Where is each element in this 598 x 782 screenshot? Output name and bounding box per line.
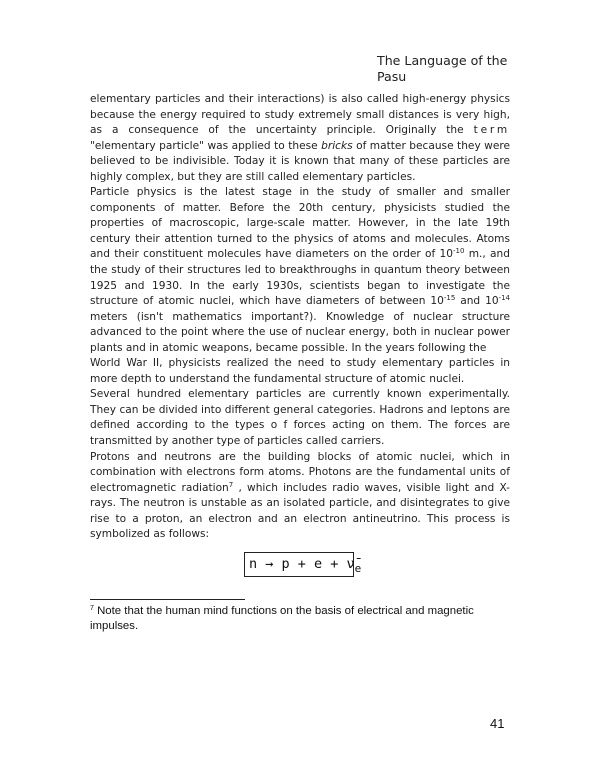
footnote-text: Note that the human mind functions on the basis of electrical and magnetic impulses. bbox=[90, 605, 474, 632]
text-run: , which includes radio waves, visible light and X-rays. The neutron is unstable as an isolated particle, and disintegrates to give rise to a proton, an electron and an electron antineutrino. This process is symbolized as follows: bbox=[90, 481, 510, 541]
emphasis: bricks bbox=[321, 139, 353, 152]
paragraph: Several hundred elementary particles are currently known experimentally. They can be divided into different general categories. Hadrons and leptons are defined according to the types o f forces acting on them. The forces are transmitted by another type of particles called carriers. bbox=[90, 388, 510, 448]
text-run: meters (isn't mathematics important?). Knowledge of nuclear structure advanced to the point where the use of nuclear energy, both in nuclear power plants and in atomic weapons, became possible. In the years following the bbox=[90, 310, 510, 354]
text-run: elementary particles and their interactions) is also called high-energy physics because the energy required to study extremely small distances is very high, as a consequence of the uncertainty principle. Originally the bbox=[90, 93, 510, 137]
text-run: and 10 bbox=[455, 295, 499, 308]
formula: n → p + e + ν̄ bbox=[249, 556, 355, 572]
footnote-reference: 7 bbox=[228, 480, 234, 489]
text-run: Protons and neutrons are the building blocks of atomic nuclei, which in combination with electrons form atoms. Photons are the fundamental units of electromagnetic radiation bbox=[90, 450, 510, 494]
exponent: -14 bbox=[498, 294, 510, 303]
paragraph bbox=[90, 450, 510, 543]
formula-subscript: e bbox=[354, 562, 362, 575]
footnote bbox=[90, 604, 510, 634]
page-number: 41 bbox=[490, 716, 505, 731]
formula-box bbox=[244, 552, 362, 577]
paragraph bbox=[90, 92, 510, 185]
running-title: The Language of the Pasu bbox=[377, 53, 508, 84]
text-run: term bbox=[473, 124, 510, 137]
footnote-marker: 7 bbox=[90, 605, 94, 612]
text-run: m., and the study of their structures led to breakthroughs in quantum theory between 1925 and 1930. In the early 1930s, scientists began to investigate the structure of atomic nuclei, which have diameters of between 10 bbox=[90, 248, 510, 308]
footnote-divider bbox=[90, 599, 245, 600]
body-text bbox=[90, 92, 510, 543]
paragraph bbox=[90, 185, 510, 356]
text-run: of matter because they were believed to be indivisible. Today it is known that many of these particles are highly complex, but they are still called elementary particles. bbox=[90, 139, 511, 183]
text-run: Particle physics is the latest stage in the study of smaller and smaller components of matter. Before the 20th century, physicists studied the properties of macroscopic, large-scale matter. However, in the late 19th century their attention turned to the physics of atoms and molecules. Atoms and their constituent molecules have diameters on the order of 10 bbox=[90, 186, 510, 261]
paragraph: World War II, physicists realized the need to study elementary particles in more depth to understand the fundamental structure of atomic nuclei. bbox=[90, 357, 510, 385]
text-run: "elementary particle" was applied to these bbox=[90, 139, 322, 152]
exponent: -10 bbox=[453, 247, 465, 256]
exponent: -15 bbox=[443, 294, 456, 303]
